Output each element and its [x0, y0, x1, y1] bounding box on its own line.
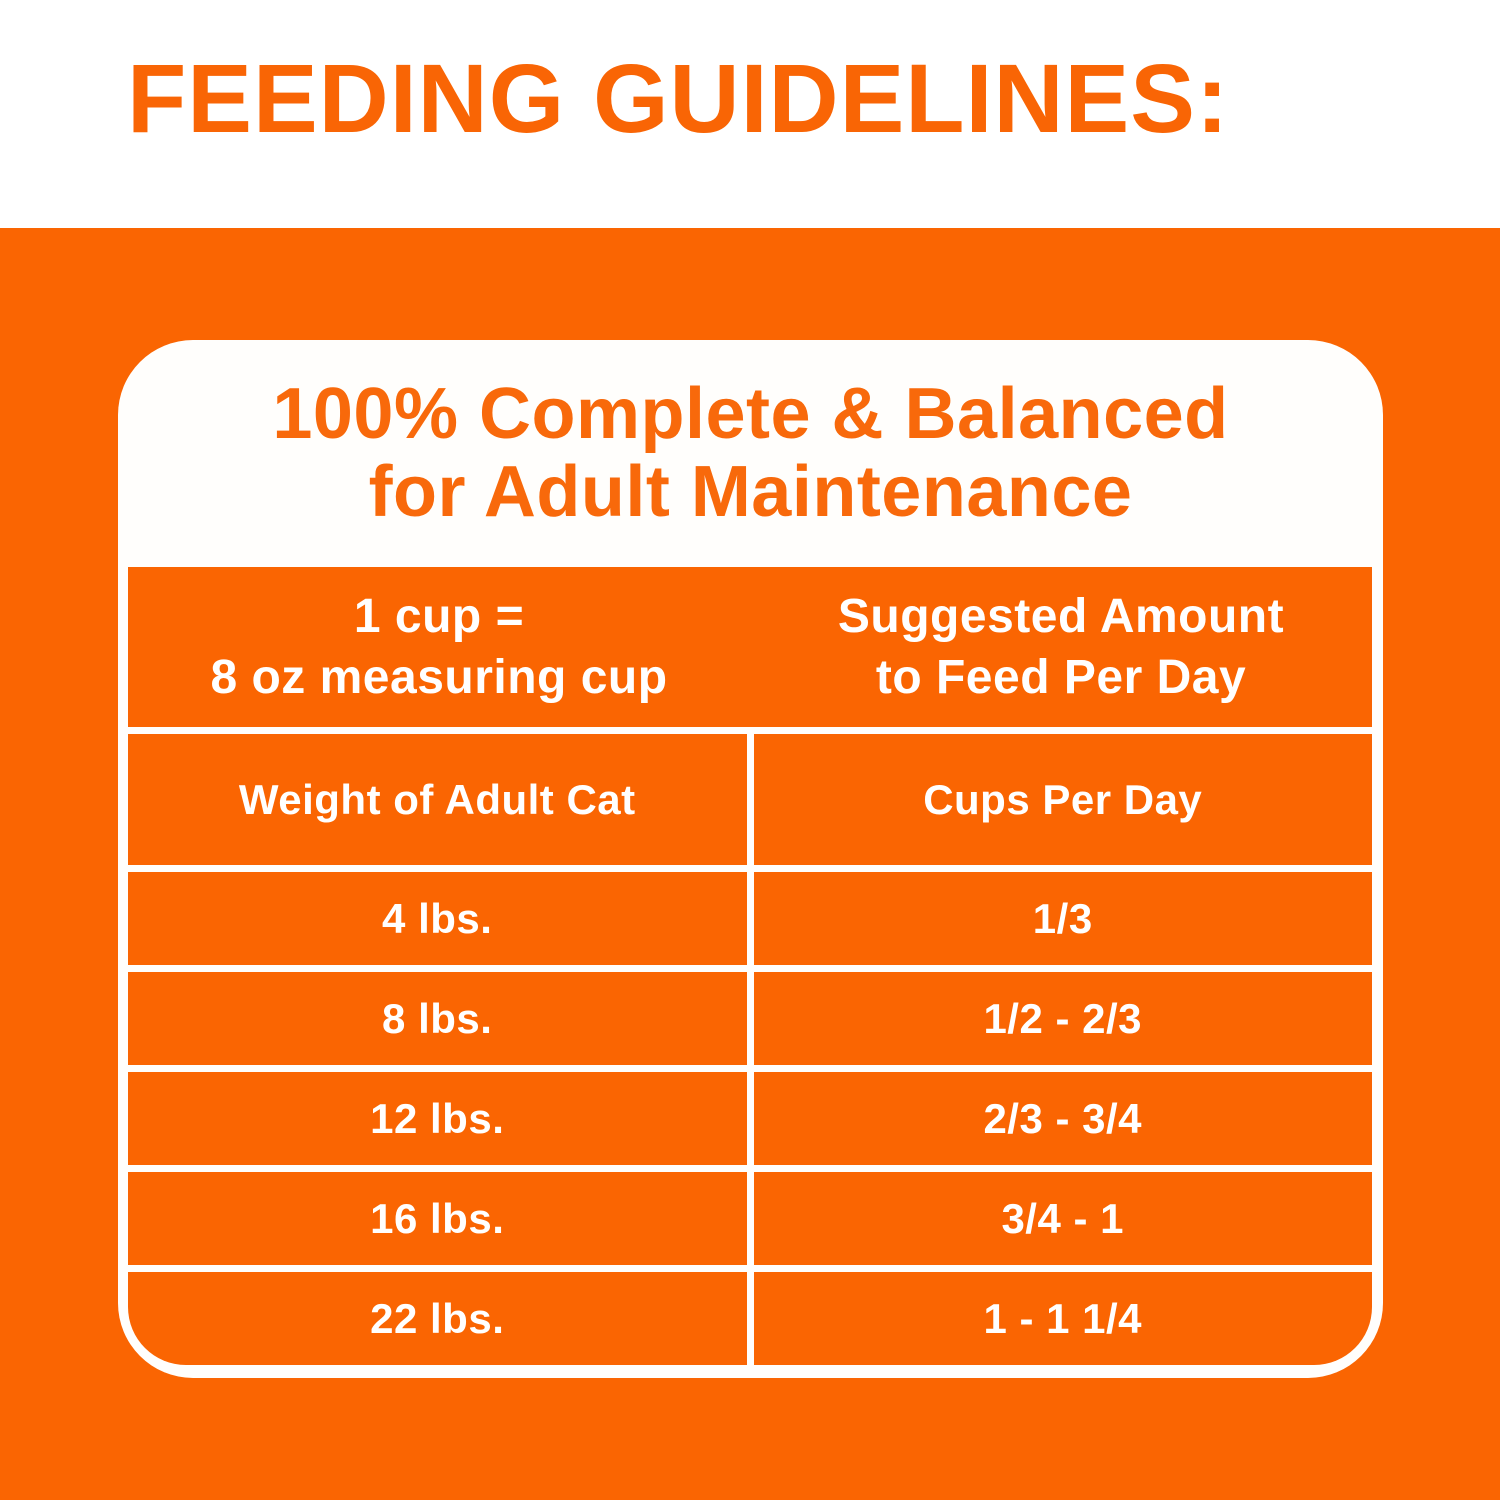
column-header-cups: Cups Per Day	[754, 734, 1373, 865]
feeding-table	[128, 567, 1372, 1365]
cups-cell: 1/3	[754, 872, 1373, 965]
header-cell-cup-equivalence	[128, 567, 750, 727]
table-row	[128, 1272, 1372, 1365]
weight-cell: 8 lbs.	[128, 972, 747, 1065]
table-header-row	[128, 567, 1372, 727]
header-cell-suggested-amount	[750, 567, 1372, 727]
cups-cell: 1 - 1 1/4	[754, 1272, 1373, 1365]
table-row	[128, 872, 1372, 965]
header-amount-line1: Suggested Amount	[837, 590, 1285, 643]
table-row	[128, 1072, 1372, 1165]
table-column-header-row	[128, 734, 1372, 865]
table-row	[128, 972, 1372, 1065]
complete-balanced-card	[118, 340, 1383, 1378]
cups-cell: 2/3 - 3/4	[754, 1072, 1373, 1165]
card-heading-line1: 100% Complete & Balanced	[272, 374, 1229, 455]
table-row	[128, 1172, 1372, 1265]
weight-cell: 16 lbs.	[128, 1172, 747, 1265]
header-cup-line1: 1 cup =	[353, 590, 525, 643]
page-title: FEEDING GUIDELINES:	[127, 44, 1230, 153]
header-amount-line2: to Feed Per Day	[875, 651, 1247, 704]
cups-cell: 1/2 - 2/3	[754, 972, 1373, 1065]
top-white-band	[0, 0, 1500, 228]
column-header-weight: Weight of Adult Cat	[128, 734, 747, 865]
weight-cell: 4 lbs.	[128, 872, 747, 965]
weight-cell: 22 lbs.	[128, 1272, 747, 1365]
header-cup-line2: 8 oz measuring cup	[210, 651, 668, 704]
orange-background	[0, 228, 1500, 1500]
cups-cell: 3/4 - 1	[754, 1172, 1373, 1265]
weight-cell: 12 lbs.	[128, 1072, 747, 1165]
card-heading	[118, 340, 1383, 567]
card-heading-line2: for Adult Maintenance	[368, 451, 1133, 532]
